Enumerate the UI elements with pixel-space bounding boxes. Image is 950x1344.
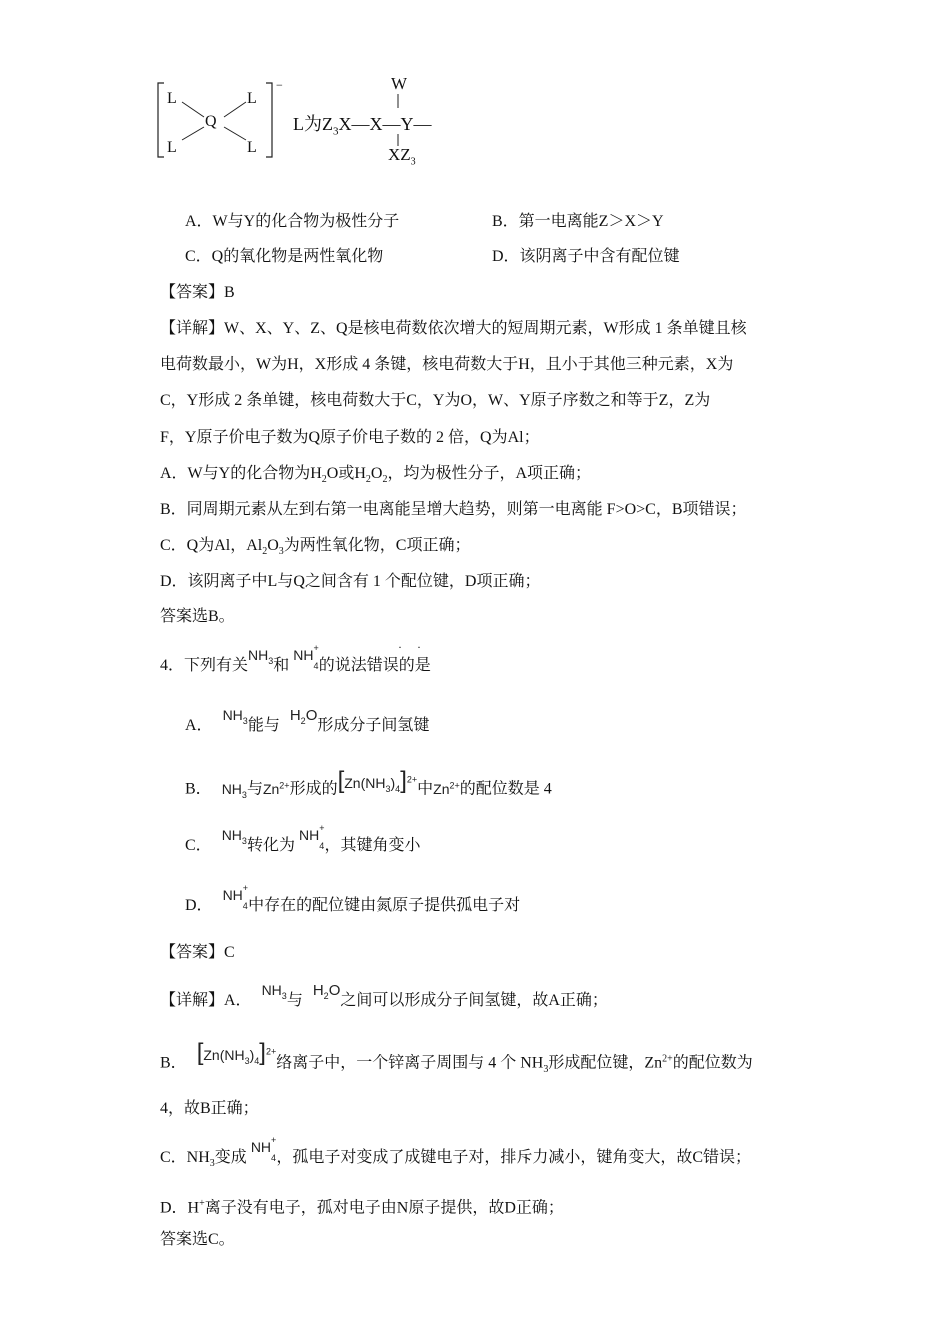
q4-answer: 【答案】C (160, 944, 235, 961)
formula-nh4-plus: NH+ $_4$ (222, 883, 249, 911)
ligand-definition: L为$Z_3X—X—Y—$ (293, 114, 432, 138)
formula-nh3: $NH_3$ (222, 707, 248, 726)
q4-explanation-d: D．H+离子没有电子，孤对电子由N原子提供，故D正确； (160, 1198, 564, 1217)
formula-zn2-plus: $Zn^{2+}$ (433, 780, 460, 797)
q4-explanation-b-continued: 4，故B正确； (160, 1100, 259, 1117)
q3-option-c: C．Q的氧化物是两性氧化物 (185, 248, 384, 265)
q4-option-a: A．$NH_3$能与$H_2O$形成分子间氢键 (185, 707, 430, 734)
q4-explanation-a: 【详解】A．$NH_3$与$H_2O$之间可以形成分子间氢键，故A正确； (160, 982, 608, 1009)
anion-charge: − (276, 78, 283, 92)
formula-nh4-plus: NH+ $_4$ (250, 1135, 277, 1163)
formula-nh3: $NH_3$ (248, 647, 274, 666)
q3-detail-line-4: F，Y原子价电子数为Q原子价电子数的 2 倍，Q为Al； (160, 429, 540, 446)
formula-h2o: $H_2O$ (312, 982, 341, 1001)
ligand-l-bottom-left: L (167, 139, 177, 156)
q3-detail-line-2: 电荷数最小，W为H，X形成 4 条键，核电荷数大于H，且小于其他三种元素，X为 (160, 356, 734, 373)
q3-explanation-a: A．W与Y的化合物为$H_2O$或$H_2O_2$，均为极性分子，A项正确； (160, 465, 592, 486)
ligand-l-top-left: L (167, 90, 177, 107)
q3-answer: 【答案】B (160, 284, 235, 301)
atom-w: W (391, 74, 408, 93)
q3-explanation-d: D．该阴离子中L与Q之间含有 1 个配位键，D项正确； (160, 573, 541, 590)
formula-nh4-plus: NH+ $_4$ (293, 643, 319, 671)
q4-option-c: C．$NH_3$转化为NH+ $_4$，其键角变小 (185, 823, 421, 854)
central-atom-q: Q (205, 113, 217, 130)
q3-option-b: B．第一电离能Z＞X＞Y (492, 213, 664, 230)
formula-nh4-plus: NH+ $_4$ (298, 823, 325, 851)
q4-explanation-c: C．$NH_3$变成NH+ $_4$，孤电子对变成了成键电子对，排斥力减小，键角变大，故C错误； (160, 1135, 751, 1170)
ligand-l-bottom-right: L (247, 139, 257, 156)
q3-detail-line-1: 【详解】W、X、Y、Z、Q是核电荷数依次增大的短周期元素，W形成 1 条单键且核 (160, 320, 747, 337)
emphasis-dots: · · (398, 640, 427, 654)
q3-conclusion: 答案选B。 (160, 608, 235, 625)
formula-h2o: $H_2O$ (289, 707, 318, 726)
ligand-l-top-right: L (247, 90, 257, 107)
q4-conclusion: 答案选C。 (160, 1231, 235, 1248)
q3-option-d: D．该阴离子中含有配位键 (492, 248, 680, 265)
formula-nh3: $NH_3$ (221, 827, 247, 846)
formula-zn2-plus: $Zn^{2+}$ (262, 780, 290, 797)
formula-zn-complex: $[Zn(NH_3)_4]^{2+}$ (196, 1038, 277, 1066)
group-xz3: $XZ_3$ (388, 145, 416, 168)
formula-nh3: $NH_3$ (261, 982, 287, 1001)
q4-explanation-b: B． $[Zn(NH_3)_4]^{2+}$络离子中，一个锌离子周围与 4 个 $NH_3$形成配位键，$Zn^{2+}$的配位数为 (160, 1038, 753, 1075)
q4-option-b: B． $NH_3$与$Zn^{2+}$形成的$[Zn(NH_3)_4]^{2+}$中$Zn^{2+}$的配位数是 4 (185, 766, 552, 800)
q3-detail-line-3: C，Y形成 2 条单键，核电荷数大于C，Y为O，W、Y原子序数之和等于Z，Z为 (160, 392, 711, 409)
q3-option-a: A．W与Y的化合物为极性分子 (185, 213, 400, 230)
q4-option-d: D．NH+ $_4$中存在的配位键由氮原子提供孤电子对 (185, 883, 521, 914)
formula-zn-complex: $[Zn(NH_3)_4]^{2+}$ (337, 766, 418, 794)
q3-explanation-c: C．Q为Al，$Al_2O_3$为两性氧化物，C项正确； (160, 537, 471, 558)
q4-stem: 4．下列有关$NH_3$和NH+ $_4$的说法错误的是 (160, 643, 431, 674)
q3-explanation-b: B．同周期元素从左到右第一电离能呈增大趋势，则第一电离能 F>O>C，B项错误； (160, 501, 747, 518)
formula-nh3: $NH_3$ (221, 780, 247, 800)
